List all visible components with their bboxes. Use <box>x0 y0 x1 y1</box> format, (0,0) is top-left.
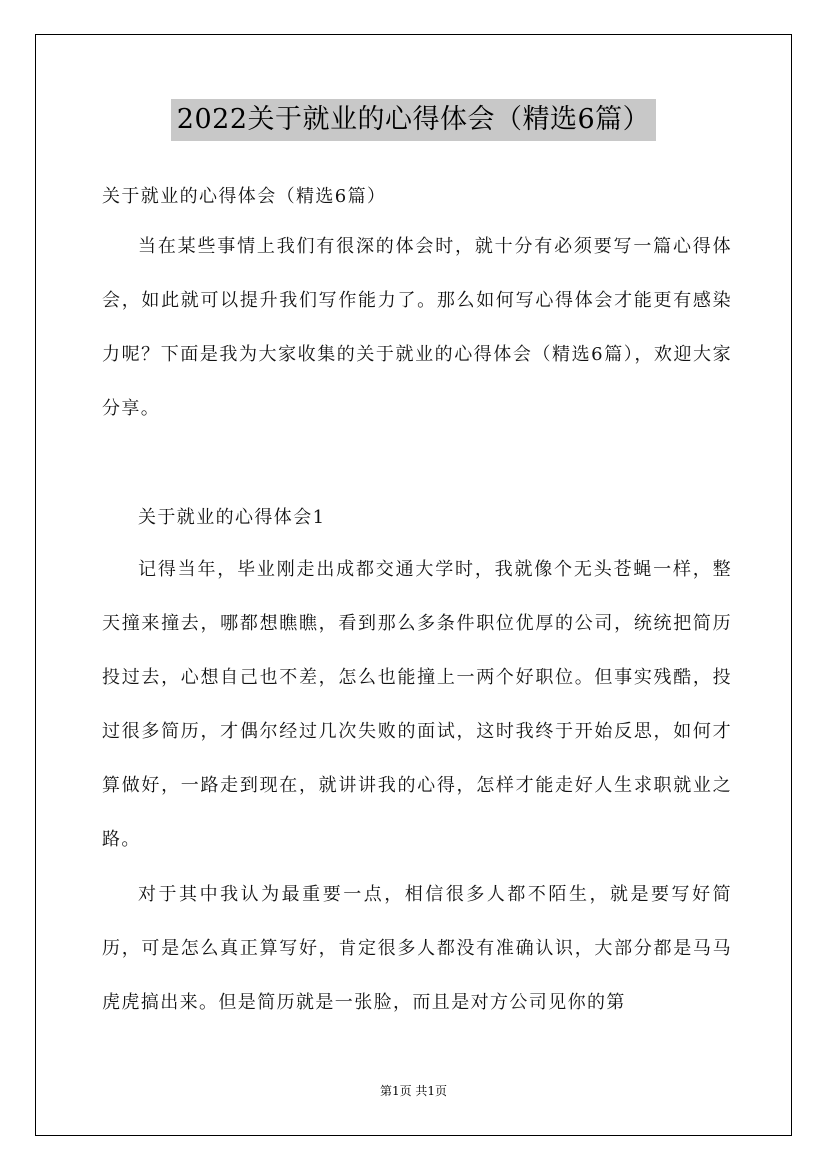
body-paragraph-2: 对于其中我认为最重要一点，相信很多人都不陌生，就是要写好简历，可是怎么真正算写好，肯定很多人都没有准确认识，大部分都是马马虎虎搞出来。但是简历就是一张脸，而且是对方公司见你的第 <box>102 884 732 1013</box>
document-title: 2022关于就业的心得体会（精选6篇） <box>171 99 656 141</box>
intro-paragraph: 当在某些事情上我们有很深的体会时，就十分有必须要写一篇心得体会，如此就可以提升我们写作能力了。那么如何写心得体会才能更有感染力呢？下面是我为大家收集的关于就业的心得体会（精选6篇），欢迎大家分享。 <box>102 236 732 419</box>
title-container <box>0 99 827 141</box>
document-subtitle: 关于就业的心得体会（精选6篇） <box>102 186 387 207</box>
page-footer: 第1页 共1页 <box>379 1084 448 1098</box>
body-paragraph-1: 记得当年，毕业刚走出成都交通大学时，我就像个无头苍蝇一样，整天撞来撞去，哪都想瞧瞧，看到那么多条件职位优厚的公司，统统把简历投过去，心想自己也不差，怎么也能撞上一两个好职位。但事实残酷，投过很多简历，才偶尔经过几次失败的面试，这时我终于开始反思，如何才算做好，一路走到现在，就讲讲我的心得，怎样才能走好人生求职就业之路。 <box>102 559 732 850</box>
section-heading: 关于就业的心得体会1 <box>138 507 326 528</box>
